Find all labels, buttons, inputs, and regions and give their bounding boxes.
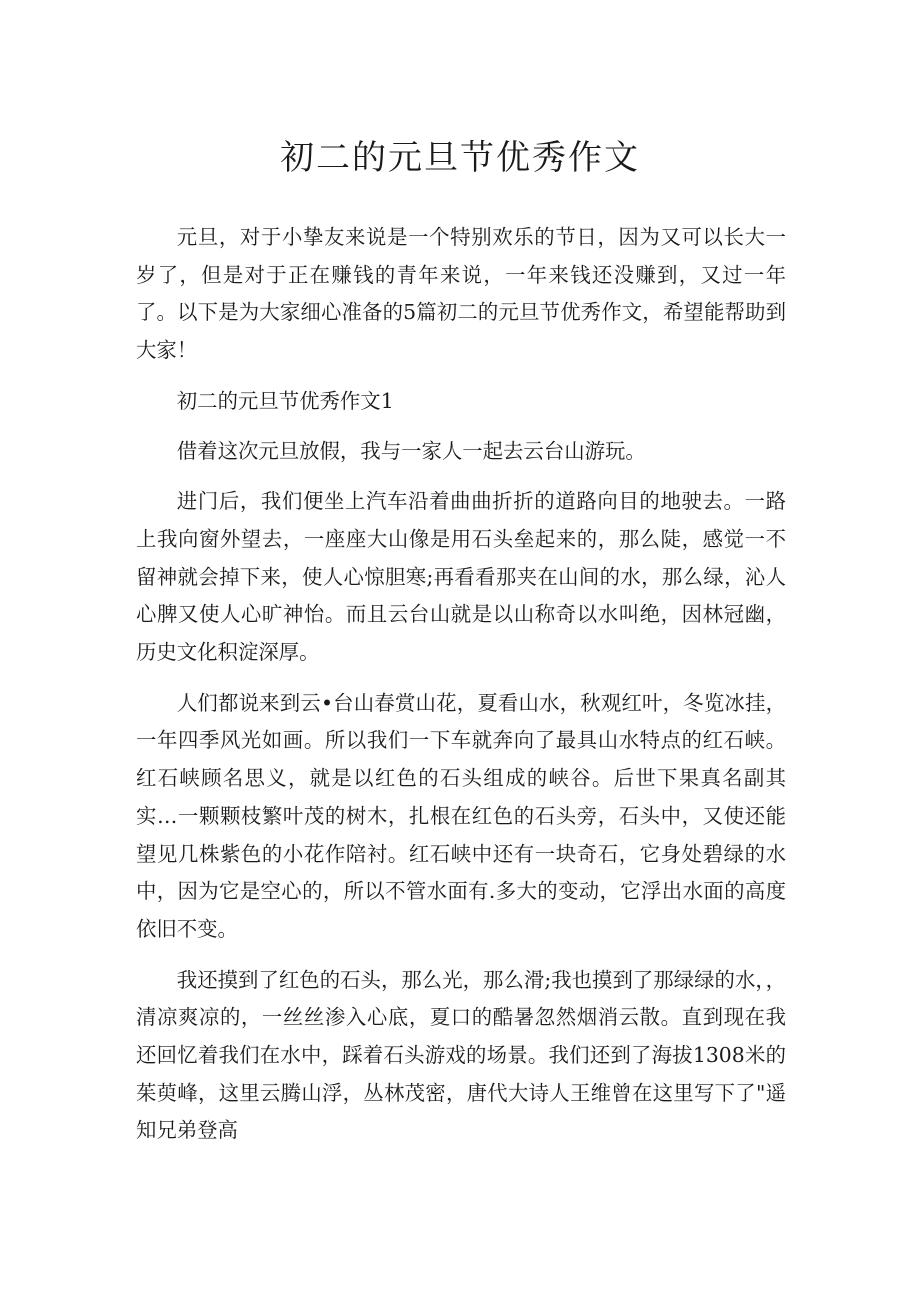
body-paragraph: 人们都说来到云•台山春赏山花，夏看山水，秋观红叶，冬览冰挂，一年四季风光如画。所以我们一下车就奔向了最具山水特点的红石峡。红石峡顾名思义，就是以红色的石头组成的峡谷。后世下果真名副其实…一颗颗枝繁叶茂的树木，扎根在红色的石头旁，石头中，又使还能望见几株紫色的小花作陪衬。红石峡中还有一块奇石，它身处碧绿的水中，因为它是空心的，所以不管水面有.多大的变动，它浮出水面的高度依旧不变。 bbox=[136, 690, 786, 941]
document-title: 初二的元旦节优秀作文 bbox=[280, 138, 640, 178]
essay-heading: 初二的元旦节优秀作文1 bbox=[176, 388, 394, 413]
intro-paragraph: 元旦，对于小挚友来说是一个特别欢乐的节日，因为又可以长大一岁了，但是对于正在赚钱的青年来说，一年来钱还没赚到，又过一年了。以下是为大家细心准备的5篇初二的元旦节优秀作文，希望能帮助到大家！ bbox=[136, 225, 786, 363]
document-body bbox=[136, 219, 786, 1163]
body-paragraph: 我还摸到了红色的石头，那么光，那么滑;我也摸到了那绿绿的水，，清凉爽凉的，一丝丝渗入心底，夏口的酷暑忽然烟消云散。直到现在我还回忆着我们在水中，踩着石头游戏的场景。我们还到了海拔1308米的茱萸峰，这里云腾山浮，丛林茂密，唐代大诗人王维曾在这里写下了"遥知兄弟登高 bbox=[136, 967, 786, 1143]
body-paragraph: 进门后，我们便坐上汽车沿着曲曲折折的道路向目的地驶去。一路上我向窗外望去，一座座大山像是用石头垒起来的，那么陡，感觉一不留神就会掉下来，使人心惊胆寒;再看看那夹在山间的水，那么绿，沁人心脾又使人心旷神怡。而且云台山就是以山称奇以水叫绝，因林冠幽，历史文化积淀深厚。 bbox=[136, 489, 786, 665]
body-paragraph: 借着这次元旦放假，我与一家人一起去云台山游玩。 bbox=[176, 438, 646, 463]
